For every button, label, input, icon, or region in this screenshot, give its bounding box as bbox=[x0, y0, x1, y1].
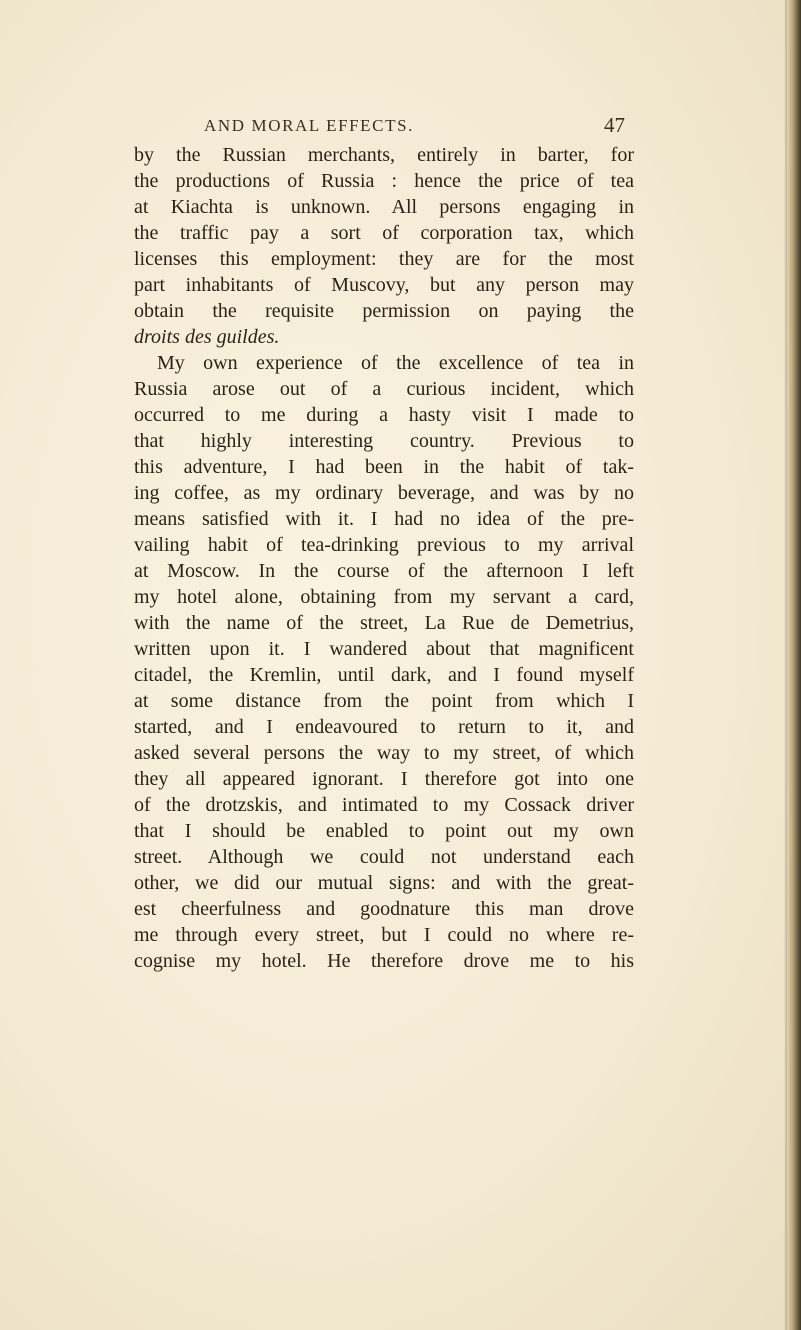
text-line: vailing habit of tea-drinking previous to my arrival bbox=[134, 534, 634, 556]
text-line: my hotel alone, obtaining from my servant a card, bbox=[134, 586, 634, 608]
running-title: AND MORAL EFFECTS. bbox=[204, 116, 414, 135]
text-line: ing coffee, as my ordinary beverage, and was by no bbox=[134, 482, 634, 504]
text-line: me through every street, but I could no where re- bbox=[134, 924, 634, 946]
text-line: obtain the requisite permission on paying the bbox=[134, 300, 634, 322]
text-line: the traffic pay a sort of corporation tax, which bbox=[134, 222, 634, 244]
body-text bbox=[134, 142, 634, 974]
text-line: occurred to me during a hasty visit I made to bbox=[134, 404, 634, 426]
text-line: cognise my hotel. He therefore drove me to his bbox=[134, 950, 634, 972]
text-line: by the Russian merchants, entirely in barter, for bbox=[134, 144, 634, 166]
text-line: citadel, the Kremlin, until dark, and I found myself bbox=[134, 664, 634, 686]
text-line: this adventure, I had been in the habit of tak- bbox=[134, 456, 634, 478]
text-line: that I should be enabled to point out my own bbox=[134, 820, 634, 842]
text-line: at Moscow. In the course of the afternoon I left bbox=[134, 560, 634, 582]
text-line: Russia arose out of a curious incident, which bbox=[134, 378, 634, 400]
paragraph-start-line: My own experience of the excellence of tea in bbox=[157, 352, 634, 374]
text-line: at some distance from the point from which I bbox=[134, 690, 634, 712]
text-line: the productions of Russia : hence the price of tea bbox=[134, 170, 634, 192]
text-line: that highly interesting country. Previous to bbox=[134, 430, 634, 452]
page-number: 47 bbox=[604, 113, 625, 137]
text-line: part inhabitants of Muscovy, but any person may bbox=[134, 274, 634, 296]
text-line: at Kiachta is unknown. All persons engaging in bbox=[134, 196, 634, 218]
running-head bbox=[140, 113, 625, 142]
book-binding-edge bbox=[787, 0, 801, 1330]
text-line: asked several persons the way to my street, of which bbox=[134, 742, 634, 764]
text-line: with the name of the street, La Rue de Demetrius, bbox=[134, 612, 634, 634]
text-line: written upon it. I wandered about that magnificent bbox=[134, 638, 634, 660]
text-line: other, we did our mutual signs: and with the great- bbox=[134, 872, 634, 894]
text-line: they all appeared ignorant. I therefore got into one bbox=[134, 768, 634, 790]
text-line: started, and I endeavoured to return to it, and bbox=[134, 716, 634, 738]
text-line-italic bbox=[134, 324, 634, 350]
text-line: of the drotzskis, and intimated to my Cossack driver bbox=[134, 794, 634, 816]
text-line: street. Although we could not understand each bbox=[134, 846, 634, 868]
text-line: licenses this employment: they are for the most bbox=[134, 248, 634, 270]
text-line: est cheerfulness and goodnature this man drove bbox=[134, 898, 634, 920]
text-line: means satisfied with it. I had no idea of the pre- bbox=[134, 508, 634, 530]
italic-phrase: droits des guildes. bbox=[134, 326, 280, 348]
